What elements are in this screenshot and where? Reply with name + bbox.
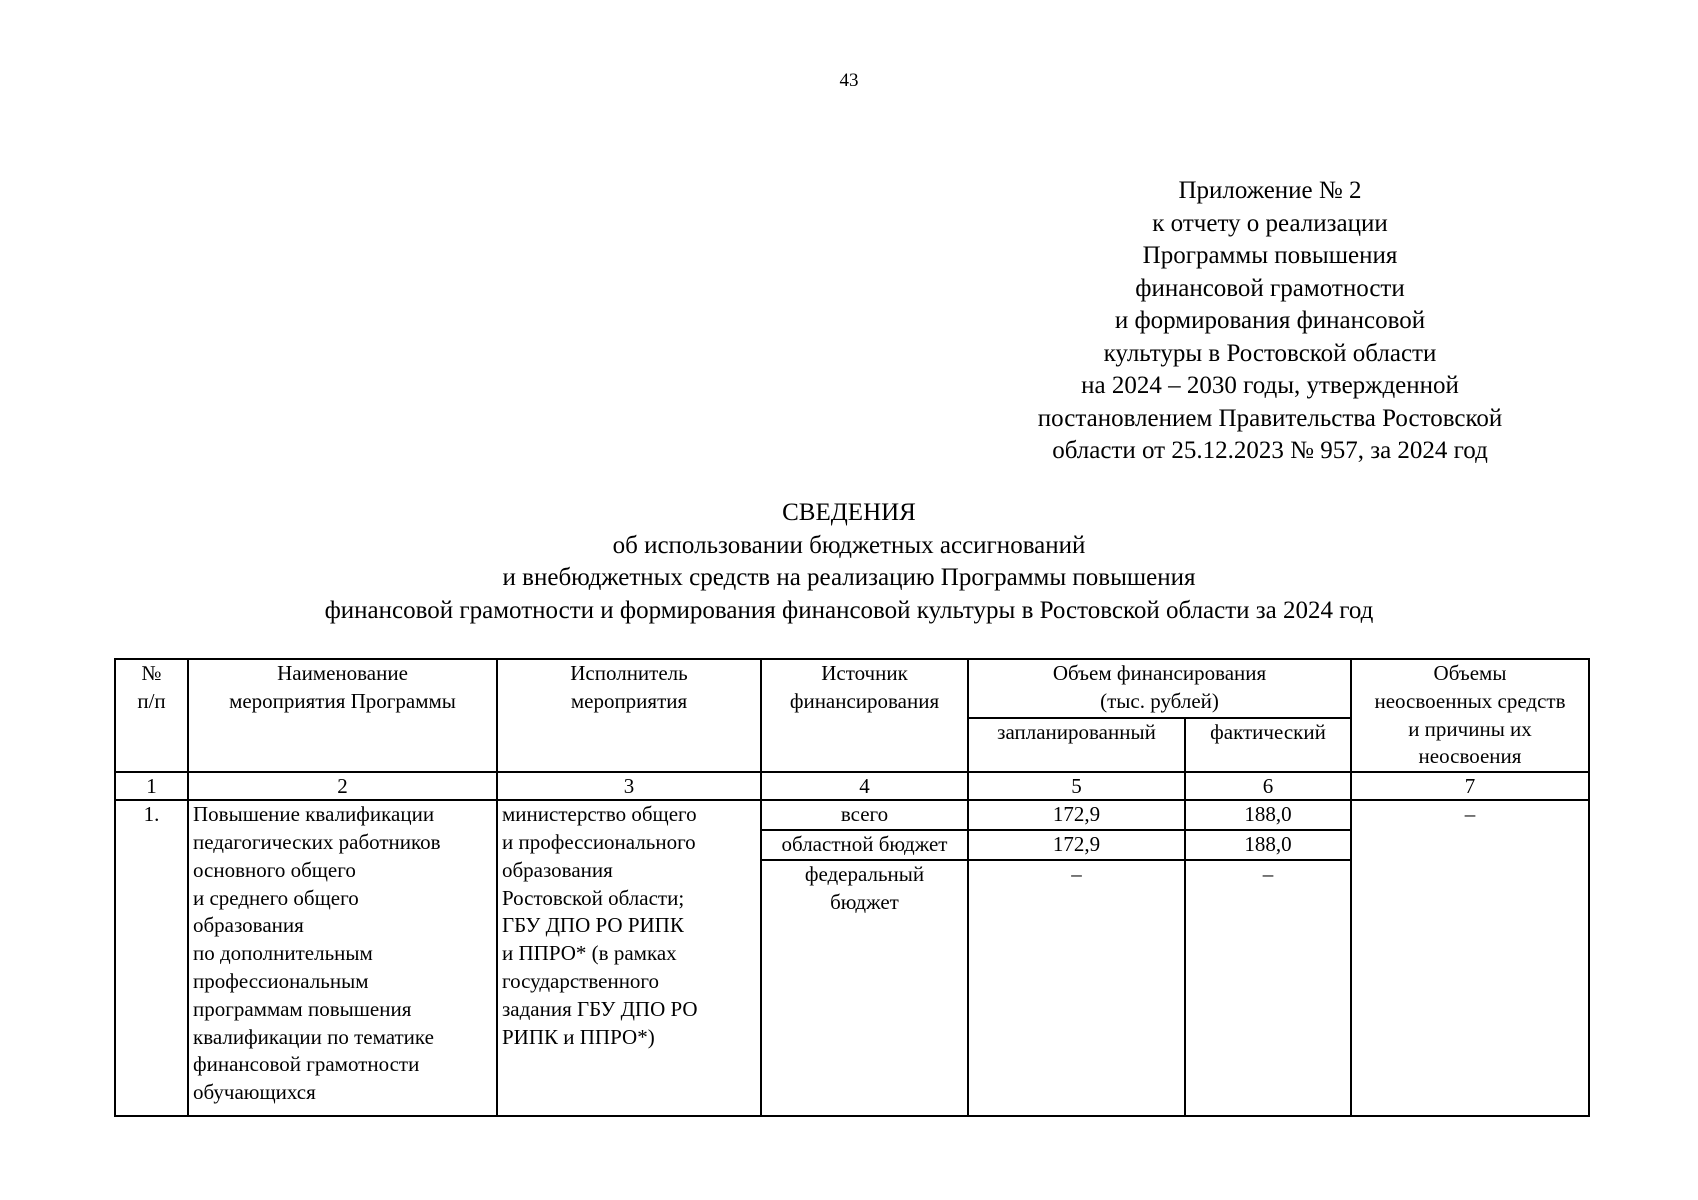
title-line: об использовании бюджетных ассигнований <box>612 531 1086 559</box>
row-executor: министерство общего и профессионального образования Ростовской области; ГБУ ДПО РО РИПК и ППРО* (в рамках государственного задания ГБУ ДПО РО РИПК и ППРО*) <box>497 800 761 1116</box>
actual-total: 188,0 <box>1185 800 1351 830</box>
header-unspent: Объемы неосвоенных средств и причины их неосвоения <box>1351 659 1589 772</box>
source-federal: федеральный бюджет <box>761 860 968 1116</box>
column-number: 5 <box>968 772 1185 800</box>
column-number: 1 <box>115 772 188 800</box>
title-heading: СВЕДЕНИЯ <box>782 499 916 526</box>
title-line: и внебюджетных средств на реализацию Программы повышения <box>502 564 1196 591</box>
column-number-row <box>115 772 1589 800</box>
appendix-line: постановлением Правительства Ростовской <box>1037 404 1503 432</box>
column-number: 6 <box>1185 772 1351 800</box>
appendix-line: на 2024 – 2030 годы, утвержденной <box>1081 372 1459 399</box>
header-num: № п/п <box>115 659 188 772</box>
appendix-block <box>1010 175 1530 468</box>
table-row <box>115 800 1589 830</box>
header-name: Наименование мероприятия Программы <box>188 659 497 772</box>
actual-regional: 188,0 <box>1185 830 1351 860</box>
appendix-line: к отчету о реализации <box>1152 209 1388 237</box>
header-actual: фактический <box>1185 718 1351 773</box>
actual-federal: – <box>1185 860 1351 1116</box>
page-number: 43 <box>839 70 859 91</box>
planned-regional: 172,9 <box>968 830 1185 860</box>
appendix-line: культуры в Ростовской области <box>1103 339 1437 367</box>
planned-total: 172,9 <box>968 800 1185 830</box>
header-row <box>115 659 1589 718</box>
row-num: 1. <box>115 800 188 1116</box>
header-volume: Объем финансирования (тыс. рублей) <box>968 659 1351 718</box>
appendix-line: и формирования финансовой <box>1114 307 1426 334</box>
unspent-value: – <box>1351 800 1589 1116</box>
column-number: 2 <box>188 772 497 800</box>
column-number: 4 <box>761 772 968 800</box>
title-line: финансовой грамотности и формирования финансовой культуры в Ростовской области за 2024 год <box>324 596 1374 624</box>
source-total: всего <box>761 800 968 830</box>
row-activity-name: Повышение квалификации педагогических работников основного общего и среднего общего образования по дополнительным профессиональным программам повышения квалификации по тематике финансовой грамотности обучающихся <box>188 800 497 1116</box>
appendix-line: финансовой грамотности <box>1135 274 1405 302</box>
appendix-line: Приложение № 2 <box>1178 177 1362 204</box>
document-title <box>0 497 1698 627</box>
source-regional: областной бюджет <box>761 830 968 860</box>
financing-table <box>114 658 1590 1117</box>
header-executor: Исполнитель мероприятия <box>497 659 761 772</box>
appendix-line: области от 25.12.2023 № 957, за 2024 год <box>1052 437 1488 464</box>
planned-federal: – <box>968 860 1185 1116</box>
header-planned: запланированный <box>968 718 1185 773</box>
column-number: 3 <box>497 772 761 800</box>
appendix-line: Программы повышения <box>1142 242 1398 269</box>
column-number: 7 <box>1351 772 1589 800</box>
header-source: Источник финансирования <box>761 659 968 772</box>
